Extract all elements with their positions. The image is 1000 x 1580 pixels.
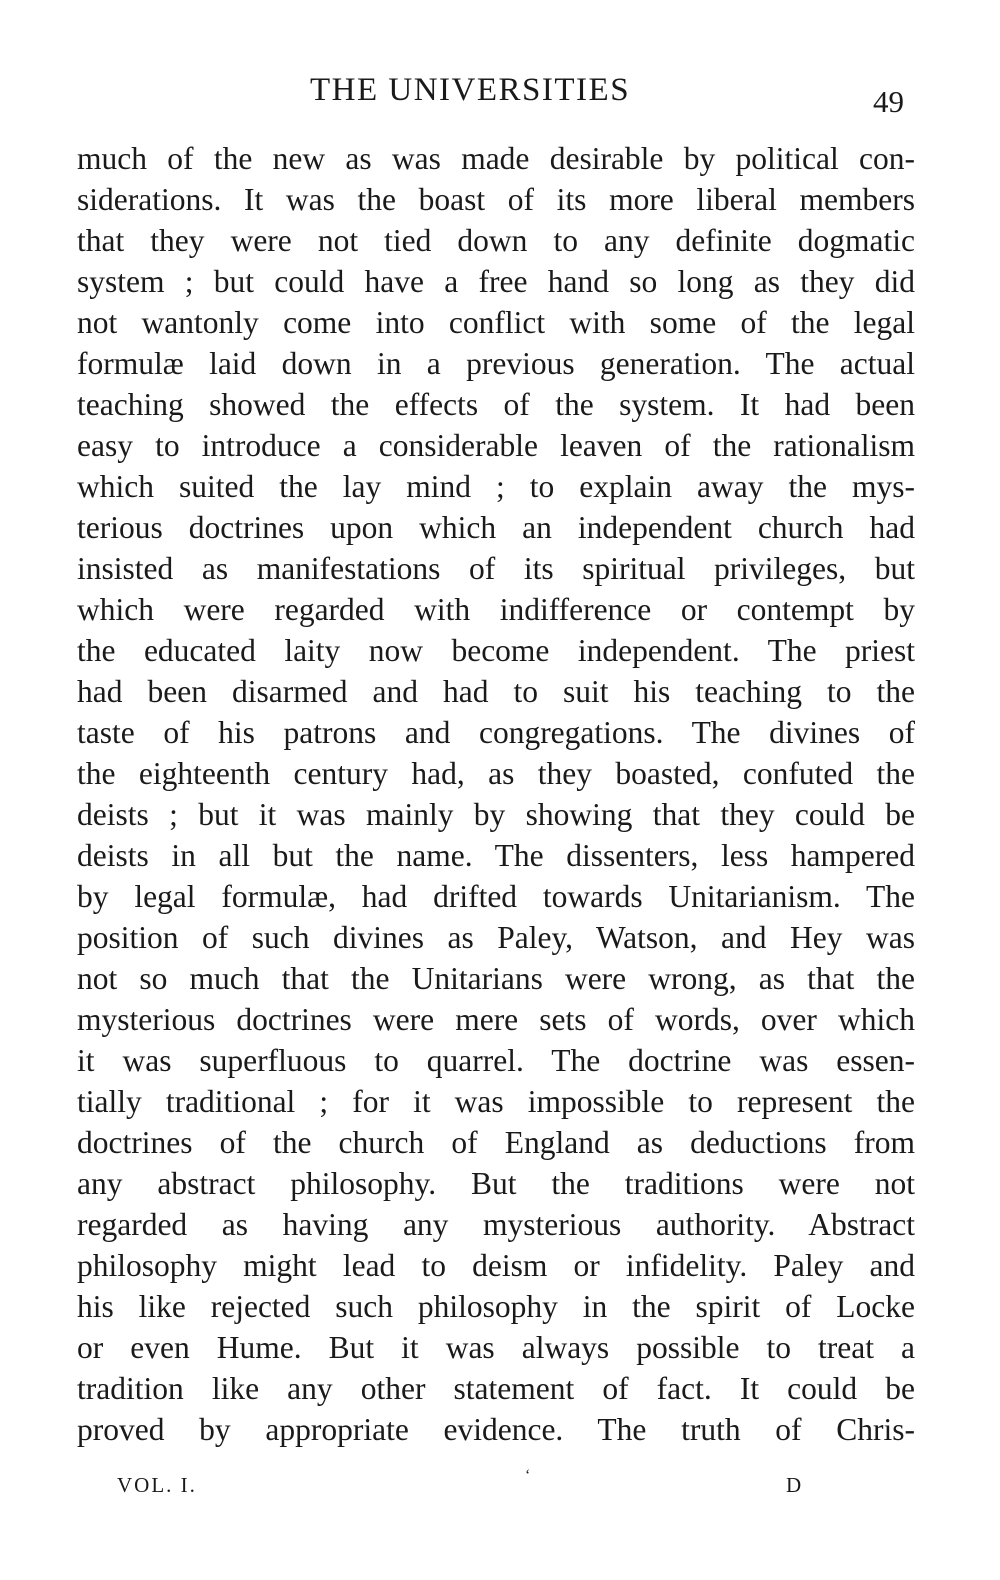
text-line: the eighteenth century had, as they boasted, confuted the xyxy=(77,756,915,791)
text-line: much of the new as was made desirable by political con- xyxy=(77,141,915,176)
text-line: tradition like any other statement of fact. It could be xyxy=(77,1371,915,1406)
gathering-letter: D xyxy=(786,1473,803,1497)
text-line: by legal formulæ, had drifted towards Unitarianism. The xyxy=(77,879,915,914)
text-line: mysterious doctrines were mere sets of words, over which xyxy=(77,1002,915,1037)
text-line: not so much that the Unitarians were wrong, as that the xyxy=(77,961,915,996)
text-line: insisted as manifestations of its spiritual privileges, but xyxy=(77,551,915,586)
text-line: system ; but could have a free hand so long as they did xyxy=(77,264,915,299)
text-line: tially traditional ; for it was impossible to represent the xyxy=(77,1084,915,1119)
text-line: doctrines of the church of England as deductions from xyxy=(77,1125,915,1160)
text-line: deists in all but the name. The dissenters, less hampered xyxy=(77,838,915,873)
text-line: formulæ laid down in a previous generation. The actual xyxy=(77,346,915,381)
text-line: siderations. It was the boast of its more liberal members xyxy=(77,182,915,217)
running-head xyxy=(0,66,1000,119)
text-line: regarded as having any mysterious authority. Abstract xyxy=(77,1207,915,1242)
text-line: not wantonly come into conflict with some of the legal xyxy=(77,305,915,340)
text-line: terious doctrines upon which an independent church had xyxy=(77,510,915,545)
text-line: proved by appropriate evidence. The truth of Chris- xyxy=(77,1412,915,1447)
text-line: or even Hume. But it was always possible to treat a xyxy=(77,1330,915,1365)
text-line: easy to introduce a considerable leaven of the rationalism xyxy=(77,428,915,463)
text-line: which were regarded with indifference or contempt by xyxy=(77,592,915,627)
volume-signature: VOL. I. xyxy=(117,1473,197,1497)
text-line: which suited the lay mind ; to explain away the mys- xyxy=(77,469,915,504)
text-line: had been disarmed and had to suit his teaching to the xyxy=(77,674,915,709)
text-line: it was superfluous to quarrel. The doctrine was essen- xyxy=(77,1043,915,1078)
printer-mark: ‘ xyxy=(525,1467,531,1484)
text-line: teaching showed the effects of the system. It had been xyxy=(77,387,915,422)
text-line: that they were not tied down to any definite dogmatic xyxy=(77,223,915,258)
text-line: any abstract philosophy. But the traditions were not xyxy=(77,1166,915,1201)
text-line: his like rejected such philosophy in the spirit of Locke xyxy=(77,1289,915,1324)
text-line: philosophy might lead to deism or infidelity. Paley and xyxy=(77,1248,915,1283)
text-line: the educated laity now become independent. The priest xyxy=(77,633,915,668)
text-line: position of such divines as Paley, Watson, and Hey was xyxy=(77,920,915,955)
running-title: THE UNIVERSITIES xyxy=(310,72,631,108)
text-line: deists ; but it was mainly by showing that they could be xyxy=(77,797,915,832)
body-text xyxy=(77,138,915,1450)
page-number: 49 xyxy=(873,84,904,119)
text-line: taste of his patrons and congregations. The divines of xyxy=(77,715,915,750)
